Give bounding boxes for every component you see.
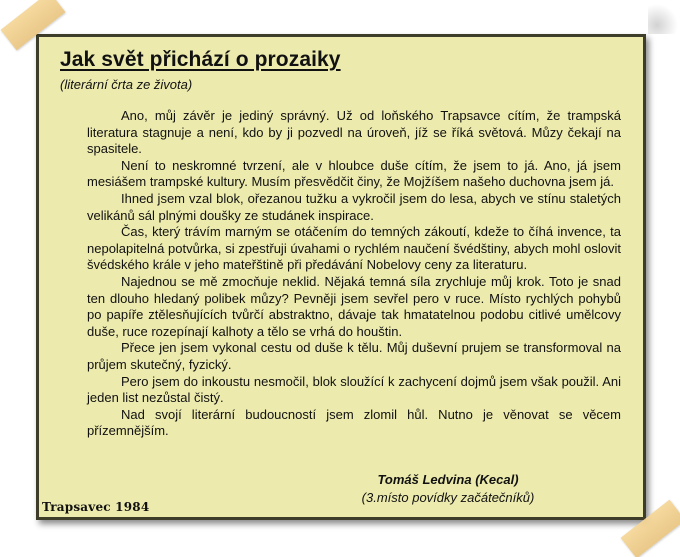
article-body: [87, 108, 621, 440]
page-curl-shadow: [648, 4, 678, 34]
author-name: Tomáš Ledvina (Kecal): [377, 472, 519, 487]
paragraph: Najednou se mě zmocňuje neklid. Nějaká temná síla zrychluje můj krok. Toto je snad ten dlouho hledaný polibek můzy? Pevněji jsem sevřel pero v ruce. Místo rychlých pohybů po papíře ztělesňujících tvůrčí abstraktno, dávaje tak hmatatelnou podobu citlivé umělcovy duše, ruce rozepínají kalhoty a tělo se vrhá do houštin.: [87, 273, 621, 339]
paragraph: Pero jsem do inkoustu nesmočil, blok sloužící k zachycení dojmů jsem však použil. Ani jeden list nezůstal čistý.: [87, 373, 621, 406]
paragraph: Čas, který trávím marným se otáčením do temných zákoutí, kdeže to číhá invence, ta nepolapitelná potvůrka, si zpestřuji úvahami o rychlém naučení švédštiny, abych mohl oslovit švédského krále v jeho mateřštině při předávání Nobelovy ceny za literaturu.: [87, 224, 621, 273]
paragraph: Ihned jsem vzal blok, ořezanou tužku a vykročil jsem do lesa, abych ve stínu staletých velikánů sál plnými doušky ze studánek inspirace.: [87, 190, 621, 223]
author-note: (3.místo povídky začátečníků): [361, 490, 535, 505]
paragraph: Není to neskromné tvrzení, ale v hloubce duše cítím, že jsem to já. Ano, já jsem mesiášem trampské kultury. Musím přesvědčit činy, že Mojžíšem našeho duchovna jsem já.: [87, 157, 621, 190]
paragraph: Nad svojí literární budoucností jsem zlomil hůl. Nutno je věnovat se věcem přízemnějším.: [87, 406, 621, 439]
article-title: Jak svět přichází o prozaiky: [60, 48, 341, 71]
article-subtitle: (literární črta ze života): [60, 77, 193, 92]
source-stamp: Trapsavec 1984: [42, 500, 150, 514]
paragraph: Přece jen jsem vykonal cestu od duše k tělu. Můj duševní prujem se transformoval na průjem skutečný, fyzický.: [87, 340, 621, 372]
paragraph: Ano, můj závěr je jediný správný. Už od loňského Trapsavce cítím, že trampská literatura stagnuje a není, kdo by ji pozvedl na úroveň, jíž se říká světová. Můzy čekají na spasitele.: [87, 108, 621, 157]
